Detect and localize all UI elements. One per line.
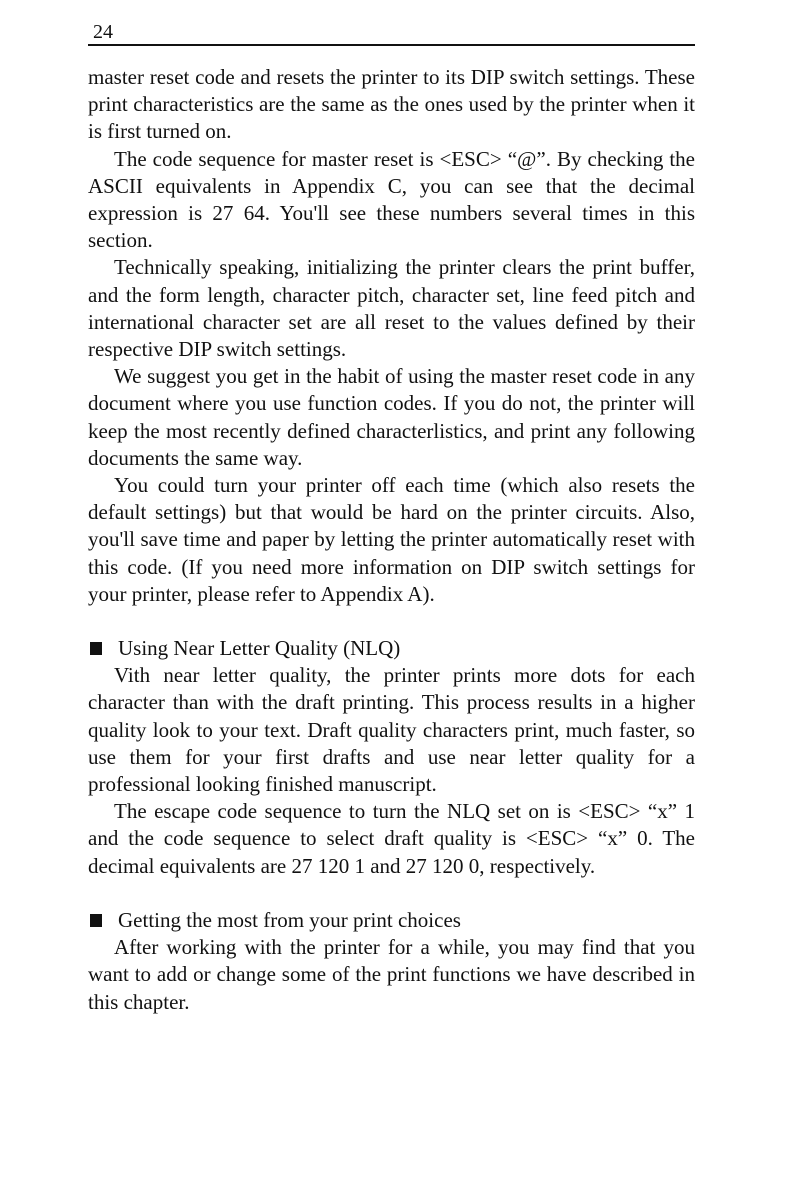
section-heading-nlq [88, 635, 695, 662]
paragraph-turn-off: You could turn your printer off each time (which also resets the default settings) but that would be hard on the printer circuits. Also, you'll save time and paper by letting the printer automatically reset with this code. (If you need more information on DIP switch settings for your printer, please refer to Appendix A). [88, 473, 695, 606]
section-heading-print-choices [88, 907, 695, 934]
section-heading-nlq-text: Using Near Letter Quality (NLQ) [118, 636, 401, 661]
paragraph-nlq-description: Vith near letter quality, the printer prints more dots for each character than with the draft printing. This process results in a higher quality look to your text. Draft quality characters print, much faster, so use them for your first drafts and use near letter quality for a professional looking finished manuscript. [88, 663, 695, 797]
paragraph-initializing: Technically speaking, initializing the printer clears the print buffer, and the form length, character pitch, character set, line feed pitch and international character set are all reset to the values defined by their respective DIP switch settings. [88, 255, 695, 362]
square-bullet-icon [90, 642, 102, 655]
square-bullet-icon [90, 914, 102, 927]
paragraph-master-reset-continued: master reset code and resets the printer to its DIP switch settings. These print characteristics are the same as the ones used by the printer when it is first turned on. [88, 65, 695, 144]
header-rule [88, 44, 695, 46]
paragraph-print-choices: After working with the printer for a while, you may find that you want to add or change some of the print functions we have described in this chapter. [88, 935, 695, 1014]
paragraph-nlq-escape-codes: The escape code sequence to turn the NLQ set on is <ESC> “x” 1 and the code sequence to select draft quality is <ESC> “x” 0. The decimal equivalents are 27 120 1 and 27 120 0, respectively. [88, 799, 695, 878]
paragraph-suggestion: We suggest you get in the habit of using the master reset code in any document where you use function codes. If you do not, the printer will keep the most recently defined characterlistics, and print any following documents the same way. [88, 364, 695, 470]
page-number: 24 [93, 21, 113, 43]
paragraph-reset-code-sequence: The code sequence for master reset is <ESC> “@”. By checking the ASCII equivalents in Appendix C, you can see that the decimal expression is 27 64. You'll see these numbers several times in this section. [88, 146, 695, 253]
section-heading-print-choices-text: Getting the most from your print choices [118, 907, 461, 932]
page-body [88, 64, 695, 1016]
